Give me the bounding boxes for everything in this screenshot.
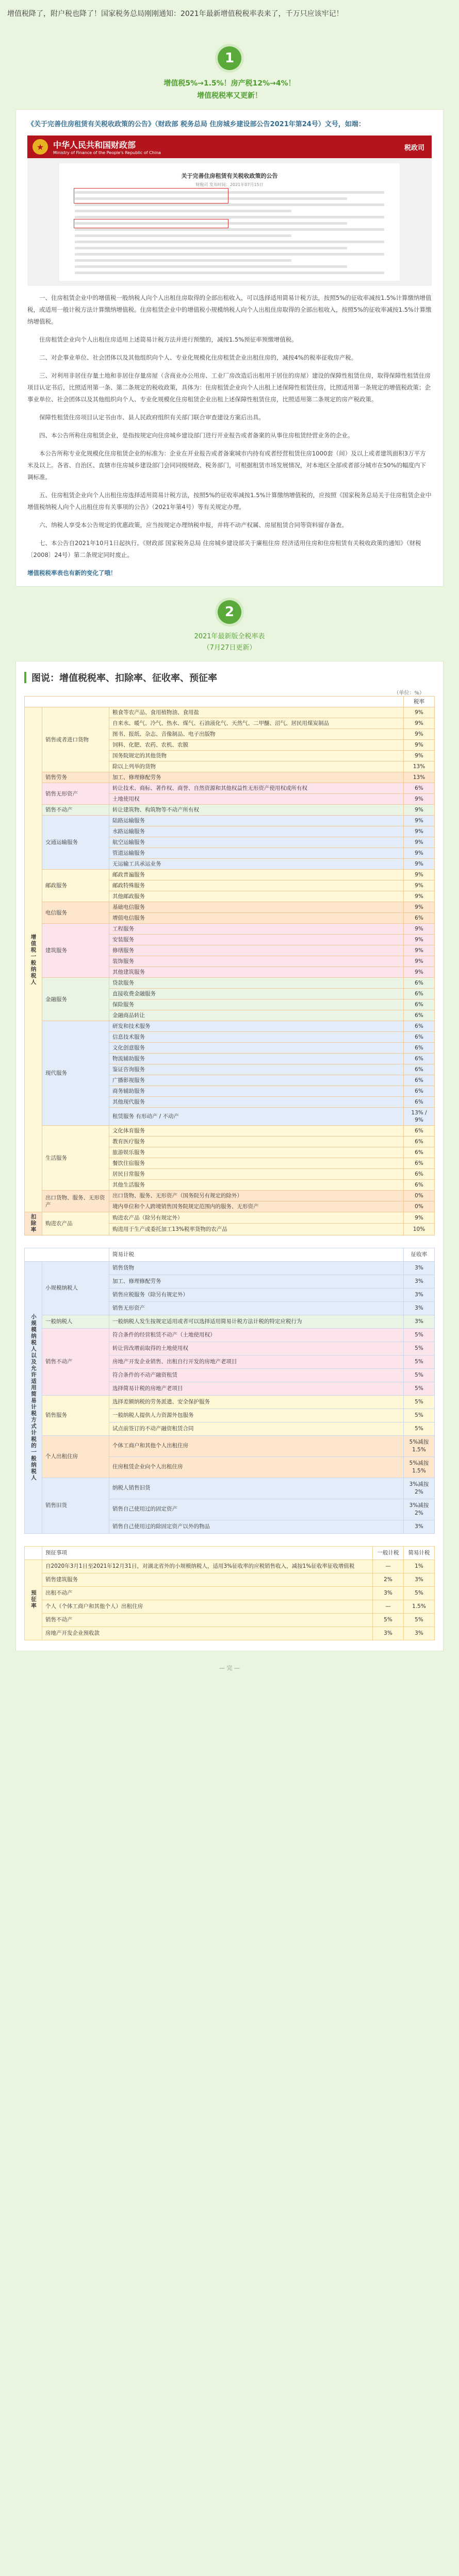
item-cell: 试点前签订的不动产融资租赁合同 xyxy=(109,1422,404,1435)
item-cell: 教育医疗服务 xyxy=(109,1137,404,1147)
category-cell: 销售旧货 xyxy=(42,1478,109,1533)
category-cell: 邮政服务 xyxy=(42,870,109,902)
rate-cell: 6% xyxy=(404,1032,435,1043)
rate-cell: 1% xyxy=(404,1560,435,1573)
item-cell: 加工、修理修配劳务 xyxy=(109,1275,404,1288)
table-row xyxy=(25,1600,435,1613)
header-blank xyxy=(25,1248,109,1261)
notice-paragraph: 本公告所称专业化规模化住房租赁企业的标准为：企业在开业报告或者备案城市内持有或者经营租赁住房1000套（间）及以上或者建筑面积3万平方米及以上。各省、自治区、直辖市住房城乡建设部门会同同级财政、税务部门，可根据租赁市场发展情况，对本地区全部或者部分城市在50%的幅度内下调标准。 xyxy=(27,450,427,481)
document-screenshot xyxy=(27,158,432,286)
item-cell: 贷款服务 xyxy=(109,978,404,989)
table-row xyxy=(25,1315,435,1328)
rate-cell: 6% xyxy=(404,1158,435,1169)
rate-cell: 9% xyxy=(404,1212,435,1224)
rate-cell: 9% xyxy=(404,956,435,967)
rate-cell: 6% xyxy=(404,1010,435,1021)
rate-cell: 1.5% xyxy=(404,1600,435,1613)
general-rate-table xyxy=(24,696,435,1235)
rate-cell: 6% xyxy=(404,1147,435,1158)
section-2-line-1: 2021年最新版全税率表 xyxy=(194,633,265,640)
rate-cell: 6% xyxy=(404,1021,435,1032)
rate-cell: 9% xyxy=(404,729,435,740)
table-header-row xyxy=(25,1248,435,1261)
section-1-line-1: 增值税5%→1.5%！房产税12%→4%！ xyxy=(163,79,296,88)
doc-line xyxy=(75,210,291,212)
notice-paragraph: 五、住房租赁企业向个人出租住房选择适用简易计税方法，按照5%的征收率减按1.5%计算缴纳增值税的，应按照《国家税务总局关于住房租赁企业中增值税纳税人向个人出租住房有关事项的公告》（2021年第4号）等有关规定办理。 xyxy=(27,492,432,511)
item-cell: 除以上列举的货物 xyxy=(109,761,404,772)
item-cell: 直接收费金融服务 xyxy=(109,989,404,999)
rate-cell: 9% xyxy=(404,870,435,880)
table-row xyxy=(25,1626,435,1640)
title-accent-bar xyxy=(24,672,26,683)
table-row xyxy=(25,1586,435,1600)
item-cell: 出租不动产 xyxy=(42,1586,373,1600)
item-cell: 境内单位和个人跨境销售国务院规定范围内的服务、无形资产 xyxy=(109,1201,404,1212)
rate-cell: 6% xyxy=(404,1075,435,1086)
rate-cell: 6% xyxy=(404,978,435,989)
header-simple: 简易计税 xyxy=(404,1546,435,1560)
rate-cell: 6% xyxy=(404,1137,435,1147)
item-cell: 一般纳税人提供人力资源外包服务 xyxy=(109,1409,404,1422)
section-number-badge: 2 xyxy=(218,600,241,624)
rate-cell: 9% xyxy=(404,848,435,859)
item-cell: 购进用于生产或委托加工13%税率货物的农产品 xyxy=(109,1224,404,1235)
item-cell: 陆路运输服务 xyxy=(109,816,404,826)
doc-line xyxy=(75,272,384,274)
category-cell: 销售无形资产 xyxy=(42,783,109,805)
notice-paragraph: 三、对利用非居住存量土地和非居住存量房屋（含商业办公用房、工业厂房改造后出租用于居住的房屋）建设的保障性租赁住房，取得保障性租赁住房项目认定书后，比照适用第一条、第二条规定的税收政策，具体为：住房租赁企业向个人出租上述保障性租赁住房，比照适用第一条规定的增值税政策；企事业单位、社会团体以及其他组织向个人、专业化规模化住房租赁企业出租上述保障性租赁住房，比照适用第二条规定的房产税政策。 xyxy=(27,372,431,403)
rate-cell: 5% xyxy=(404,1409,435,1422)
category-cell: 交通运输服务 xyxy=(42,816,109,870)
item-cell: 其他建筑服务 xyxy=(109,967,404,978)
section-2-head xyxy=(0,600,459,654)
header-item: 简易计税 xyxy=(109,1248,404,1261)
table-header-row xyxy=(25,697,435,707)
rate-cell: 3%减按2% xyxy=(404,1499,435,1520)
item-cell: 航空运输服务 xyxy=(109,837,404,848)
rate-cell: 9% xyxy=(404,816,435,826)
item-cell: 加工、修理修配劳务 xyxy=(109,772,404,783)
rate-cell: 3% xyxy=(404,1626,435,1640)
table-row xyxy=(25,1560,435,1573)
item-cell: 符合条件的经营租赁不动产（土地使用权） xyxy=(109,1328,404,1342)
item-cell: 转让建筑物、构筑物等不动产所有权 xyxy=(109,805,404,816)
table-row xyxy=(25,1613,435,1626)
ministry-banner xyxy=(27,135,432,158)
rate-cell: 0% xyxy=(404,1191,435,1201)
header-item: 预征事项 xyxy=(42,1546,373,1560)
rate-cell: 6% xyxy=(404,1086,435,1097)
item-cell: 邮政普遍服务 xyxy=(109,870,404,880)
doc-line xyxy=(75,253,384,256)
prepay-rate-table xyxy=(24,1546,435,1640)
notice-paragraph: 住房租赁企业向个人出租住房适用上述简易计税方法并进行预缴的，减按1.5%预征率预缴增值税。 xyxy=(39,336,298,343)
item-cell: 旅游娱乐服务 xyxy=(109,1147,404,1158)
item-cell: 文化体育服务 xyxy=(109,1126,404,1137)
rate-cell: 5%减按1.5% xyxy=(404,1435,435,1456)
rate-cell: 5% xyxy=(404,1368,435,1382)
category-cell: 销售服务 xyxy=(42,1395,109,1435)
header-rate: 税率 xyxy=(404,697,435,707)
category-cell: 建筑服务 xyxy=(42,924,109,978)
intro-text: 增值税降了，附户税也降了！国家税务总局刚刚通知：2021年最新增值税税率表来了，千万只应该牢记！ xyxy=(7,10,343,18)
table-row xyxy=(25,707,435,718)
category-cell: 销售或者进口货物 xyxy=(42,707,109,772)
rate-cell: 13% xyxy=(404,772,435,783)
rate-cell: 9% xyxy=(404,967,435,978)
category-cell: 现代服务 xyxy=(42,1021,109,1126)
rate-cell: 6% xyxy=(404,999,435,1010)
section-1-line-2: 增值税税率又更新！ xyxy=(197,92,262,100)
rate-cell: 6% xyxy=(404,1054,435,1064)
group-label: 预征率 xyxy=(25,1560,42,1640)
rate-cell: 6% xyxy=(404,1180,435,1191)
item-cell: 纳税人销售旧货 xyxy=(109,1478,404,1499)
item-cell: 无运输工具承运业务 xyxy=(109,859,404,870)
rate-cell: 5% xyxy=(404,1328,435,1342)
table-row xyxy=(25,1478,435,1499)
item-cell: 房地产开发企业销售、出租自行开发的房地产老项目 xyxy=(109,1355,404,1368)
document-meta: 财税司 发布时间：2021年07月15日 xyxy=(195,182,264,187)
rate-cell: 6% xyxy=(404,989,435,999)
rate-cell: 6% xyxy=(404,1043,435,1054)
rate-cell: 13% / 9% xyxy=(404,1108,435,1126)
banner-title-block xyxy=(53,139,161,155)
section-2-subhead xyxy=(0,631,459,654)
table-row xyxy=(25,1435,435,1456)
table-row xyxy=(25,1126,435,1137)
header-blank xyxy=(25,1546,42,1560)
item-cell: 增值电信服务 xyxy=(109,913,404,924)
table-row xyxy=(25,1261,435,1275)
rate-cell: 5% xyxy=(373,1613,404,1626)
category-cell: 销售劳务 xyxy=(42,772,109,783)
category-cell: 销售不动产 xyxy=(42,1328,109,1395)
item-cell: 广播影视服务 xyxy=(109,1075,404,1086)
item-cell: 转让营改增前取得的土地使用权 xyxy=(109,1342,404,1355)
rate-cell: 9% xyxy=(404,924,435,935)
table-row xyxy=(25,816,435,826)
item-cell: 鉴证咨询服务 xyxy=(109,1064,404,1075)
group-label: 小规模纳税人以及允许适用简易计税方式计税的一般纳税人 xyxy=(25,1261,42,1533)
rate-cell: 3% xyxy=(404,1275,435,1288)
item-cell: 工程服务 xyxy=(109,924,404,935)
item-cell: 销售自己使用过的除固定资产以外的物品 xyxy=(109,1520,404,1533)
notice-paragraph: 六、纳税人享受本公告规定的优惠政策，应当按规定办理纳税申报，并将不动产权属、房屋租赁合同等资料留存备查。 xyxy=(39,521,348,529)
table-row xyxy=(25,924,435,935)
item-cell: 水路运输服务 xyxy=(109,826,404,837)
item-cell: 个体工商户和其他个人出租住房 xyxy=(109,1435,404,1456)
item-cell: 修缮服务 xyxy=(109,945,404,956)
rate-cell: 5% xyxy=(404,1355,435,1368)
doc-line xyxy=(75,216,384,218)
item-cell: 物流辅助服务 xyxy=(109,1054,404,1064)
item-cell: 销售货物 xyxy=(109,1261,404,1275)
item-cell: 购进农产品（除另有规定外） xyxy=(109,1212,404,1224)
rate-cell: 13% xyxy=(404,761,435,772)
item-cell: 其他邮政服务 xyxy=(109,891,404,902)
rate-cell: 6% xyxy=(404,783,435,794)
item-cell: 金融商品转让 xyxy=(109,1010,404,1021)
document-page xyxy=(59,163,400,281)
rate-cell: 9% xyxy=(404,826,435,837)
item-cell: 个人（个体工商户和其他个人）出租住房 xyxy=(42,1600,373,1613)
header-rate: 征收率 xyxy=(404,1248,435,1261)
item-cell: 销售无形资产 xyxy=(109,1301,404,1315)
notice-paragraph: 四、本公告所称住房租赁企业，是指按规定向住房城乡建设部门进行开业报告或者备案的从事住房租赁经营业务的企业。 xyxy=(39,432,354,439)
rate-cell: 3% xyxy=(404,1288,435,1301)
doc-line xyxy=(75,228,384,231)
category-cell: 一般纳税人 xyxy=(42,1315,109,1328)
category-cell: 金融服务 xyxy=(42,978,109,1021)
item-cell: 销售建筑服务 xyxy=(42,1573,373,1586)
item-cell: 销售自己使用过的固定资产 xyxy=(109,1499,404,1520)
notice-paragraph: 一、住房租赁企业中的增值税一般纳税人向个人出租住房取得的全部出租收入，可以选择适用简易计税方法，按照5%的征收率减按1.5%计算缴纳增值税，或适用一般计税方法计算缴纳增值税。住房租赁企业中的增值税小规模纳税人向个人出租住房取得的全部出租收入，按照5%的征收率减按1.5%计算缴纳增值税。 xyxy=(27,294,432,325)
table-row xyxy=(25,1191,435,1201)
table-row xyxy=(25,978,435,989)
category-cell: 销售不动产 xyxy=(42,805,109,816)
rate-cell: 9% xyxy=(404,837,435,848)
table-row xyxy=(25,772,435,783)
table-row xyxy=(25,870,435,880)
item-cell: 粮食等农产品、食用植物油、食用盐 xyxy=(109,707,404,718)
simple-rate-table xyxy=(24,1248,435,1534)
item-cell: 基础电信服务 xyxy=(109,902,404,913)
item-cell: 房地产开发企业预收款 xyxy=(42,1626,373,1640)
item-cell: 自来水、暖气、冷气、热水、煤气、石油液化气、天然气、二甲醚、沼气、居民用煤炭制品 xyxy=(109,718,404,729)
rate-cell: 5% xyxy=(404,1395,435,1409)
table-row xyxy=(25,1573,435,1586)
banner-department[interactable]: 税政司 xyxy=(404,144,424,152)
section-number-badge: 1 xyxy=(218,46,241,70)
rate-cell: 9% xyxy=(404,751,435,761)
item-cell: 选择简易计税的房地产老项目 xyxy=(109,1382,404,1395)
banner-subtitle: Ministry of Finance of the People's Republic of China xyxy=(53,150,161,155)
item-cell: 居民日常服务 xyxy=(109,1169,404,1180)
rate-cell: 3% xyxy=(404,1520,435,1533)
rate-title-text: 图说：增值税税率、扣除率、征收率、预征率 xyxy=(31,673,217,684)
item-cell: 研发和技术服务 xyxy=(109,1021,404,1032)
rate-cell: 9% xyxy=(404,902,435,913)
rate-cell: 0% xyxy=(404,1201,435,1212)
rate-cell: 3%减按2% xyxy=(404,1478,435,1499)
rate-cell: 9% xyxy=(404,859,435,870)
item-cell: 出口货物、服务、无形资产（国务院另有规定的除外） xyxy=(109,1191,404,1201)
rate-cell: 9% xyxy=(404,805,435,816)
rate-cell: 9% xyxy=(404,718,435,729)
rate-cell: 5% xyxy=(404,1342,435,1355)
category-cell: 电信服务 xyxy=(42,902,109,924)
rate-cell: 5% xyxy=(404,1613,435,1626)
rate-card xyxy=(15,661,444,1651)
notice-paragraph: 七、本公告自2021年10月1日起执行。《财政部 国家税务总局 住房城乡建设部关于廉租住房 经济适用住房和住房租赁有关税收政策的通知》（财税〔2008〕24号）第二条规定同时废止。 xyxy=(27,539,421,558)
section-2-line-2: （7月27日更新） xyxy=(203,644,256,652)
item-cell: 租赁服务 有形动产 / 不动产 xyxy=(109,1108,404,1126)
doc-line xyxy=(75,204,384,206)
notice-paragraph: 保障性租赁住房项目认定书由市、县人民政府组织有关部门联合审查建设方案后出具。 xyxy=(39,414,265,421)
rate-cell: 5% xyxy=(404,1422,435,1435)
table-row xyxy=(25,805,435,816)
item-cell: 图书、报纸、杂志、音像制品、电子出版物 xyxy=(109,729,404,740)
doc-line xyxy=(75,259,291,262)
table-row xyxy=(25,902,435,913)
table-row xyxy=(25,1021,435,1032)
rate-table-title xyxy=(24,671,435,684)
item-cell: 信息技术服务 xyxy=(109,1032,404,1043)
item-cell: 其他生活服务 xyxy=(109,1180,404,1191)
banner-title: 中华人民共和国财政部 xyxy=(53,140,136,150)
table-header-row xyxy=(25,1546,435,1560)
highlight-box xyxy=(74,219,228,228)
rate-cell: 3% xyxy=(404,1301,435,1315)
rate-cell: 9% xyxy=(404,945,435,956)
rate-cell: 3% xyxy=(404,1315,435,1328)
item-cell: 邮政特殊服务 xyxy=(109,880,404,891)
unit-note: （单位：%） xyxy=(394,690,424,696)
rate-cell: 6% xyxy=(404,913,435,924)
rate-cell: 9% xyxy=(404,794,435,805)
rate-cell: 10% xyxy=(404,1224,435,1235)
rate-cell: 3% xyxy=(404,1573,435,1586)
rate-cell: 6% xyxy=(404,1097,435,1108)
rate-cell: — xyxy=(373,1560,404,1573)
rate-cell: 9% xyxy=(404,880,435,891)
item-cell: 自2020年3月1日至2021年12月31日，对湖北省外的小规模纳税人，适用3%征收率的应税销售收入，减按1%征收率征收增值税 xyxy=(42,1560,373,1573)
item-cell: 餐饮住宿服务 xyxy=(109,1158,404,1169)
item-cell: 销售应税服务（除另有规定外） xyxy=(109,1288,404,1301)
item-cell: 安装服务 xyxy=(109,935,404,945)
item-cell: 住房租赁企业向个人出租住房 xyxy=(109,1456,404,1478)
category-cell: 个人出租住房 xyxy=(42,1435,109,1478)
item-cell: 符合条件的不动产融资租赁 xyxy=(109,1368,404,1382)
category-cell: 小规模纳税人 xyxy=(42,1261,109,1315)
header-blank xyxy=(25,697,404,707)
doc-line xyxy=(75,247,347,249)
table-row xyxy=(25,1328,435,1342)
rate-cell: 2% xyxy=(373,1573,404,1586)
rate-cell: 3% xyxy=(404,1261,435,1275)
rate-cell: 9% xyxy=(404,740,435,751)
category-cell: 生活服务 xyxy=(42,1126,109,1191)
group-label: 扣除率 xyxy=(25,1212,42,1235)
header-general: 一般计税 xyxy=(373,1546,404,1560)
rate-cell: 6% xyxy=(404,1064,435,1075)
item-cell: 保险服务 xyxy=(109,999,404,1010)
rate-cell: 6% xyxy=(404,1169,435,1180)
category-cell: 出口货物、服务、无形资产 xyxy=(42,1191,109,1212)
item-cell: 商务辅助服务 xyxy=(109,1086,404,1097)
doc-line xyxy=(75,241,384,243)
item-cell: 国务院规定的其他货物 xyxy=(109,751,404,761)
rate-cell: — xyxy=(373,1600,404,1613)
item-cell: 销售不动产 xyxy=(42,1613,373,1626)
notice-paragraph: 二、对企事业单位、社会团体以及其他组织向个人、专业化规模化住房租赁企业出租住房的，减按4%的税率征收房产税。 xyxy=(39,354,357,361)
footer: — 完 — xyxy=(219,1664,240,1671)
rate-cell: 5% xyxy=(404,1382,435,1395)
rate-cell: 3% xyxy=(373,1586,404,1600)
group-label: 增值税一般纳税人 xyxy=(25,707,42,1212)
doc-line xyxy=(75,265,347,268)
rate-cell: 9% xyxy=(404,707,435,718)
item-cell: 土地使用权 xyxy=(109,794,404,805)
section-1-head xyxy=(0,46,459,102)
item-cell: 选择差额纳税的劳务派遣、安全保护服务 xyxy=(109,1395,404,1409)
notice-head: 《关于完善住房租赁有关税收政策的公告》（财政部 税务总局 住房城乡建设部公告2021年第24号）文号，如端： xyxy=(27,121,365,128)
item-cell: 转让技术、商标、著作权、商誉、自然资源和其他权益性无形资产使用权或所有权 xyxy=(109,783,404,794)
category-cell: 购进农产品 xyxy=(42,1212,109,1235)
notice-footnote[interactable]: 增值税税率表也有新的变化了哦！ xyxy=(27,569,117,577)
doc-line xyxy=(75,234,291,237)
section-1-subhead xyxy=(0,77,459,102)
notice-card xyxy=(15,109,444,587)
item-cell: 一般纳税人发生按规定适用或者可以选择适用简易计税方法计税的特定应税行为 xyxy=(109,1315,404,1328)
notice-body xyxy=(27,292,432,561)
rate-cell: 6% xyxy=(404,1126,435,1137)
rate-cell: 3% xyxy=(373,1626,404,1640)
table-row xyxy=(25,1212,435,1224)
rate-cell: 9% xyxy=(404,891,435,902)
document-title: 关于完善住房租赁有关税收政策的公告 xyxy=(181,173,278,179)
item-cell: 饲料、化肥、农药、农机、农膜 xyxy=(109,740,404,751)
highlight-box xyxy=(74,188,228,204)
rate-cell: 9% xyxy=(404,935,435,945)
national-emblem-icon: ★ xyxy=(32,139,48,155)
item-cell: 装饰服务 xyxy=(109,956,404,967)
item-cell: 管道运输服务 xyxy=(109,848,404,859)
table-row xyxy=(25,1395,435,1409)
item-cell: 文化创意服务 xyxy=(109,1043,404,1054)
item-cell: 其他现代服务 xyxy=(109,1097,404,1108)
rate-cell: 5%减按1.5% xyxy=(404,1456,435,1478)
table-row xyxy=(25,783,435,794)
rate-cell: 5% xyxy=(404,1586,435,1600)
